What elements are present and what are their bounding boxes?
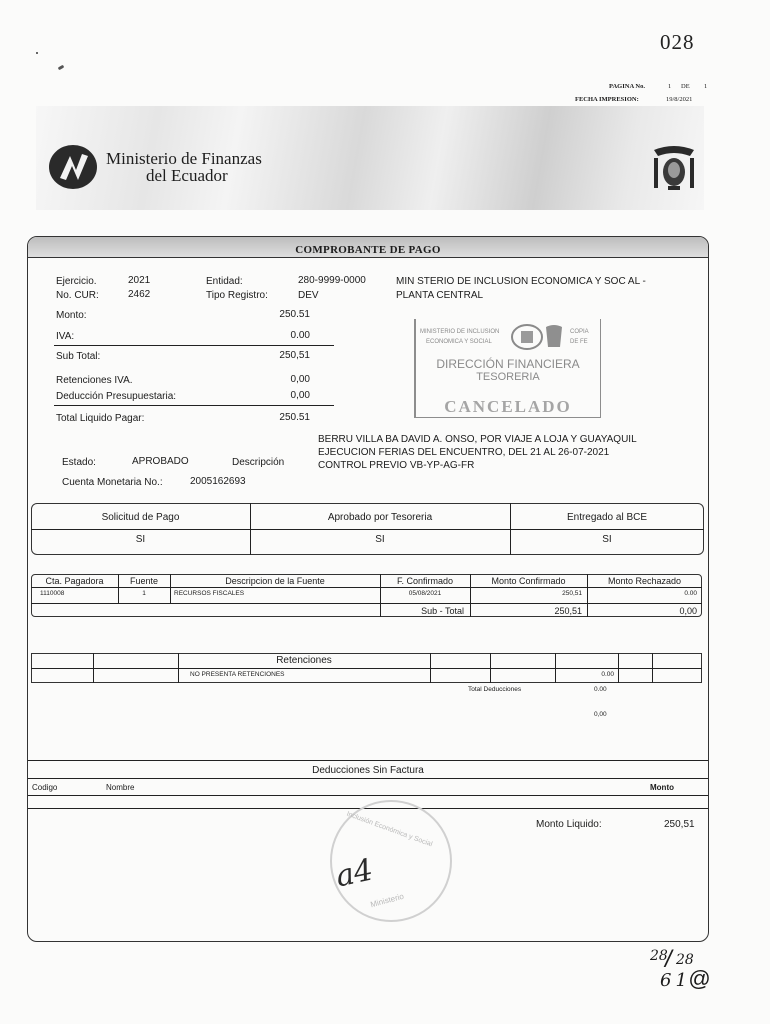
stamp-seal-icon xyxy=(510,323,544,356)
funding-subtotal-label: Sub - Total xyxy=(421,606,464,616)
monto-label: Monto: xyxy=(56,310,87,321)
stamp-line1: DIRECCIÓN FINANCIERA xyxy=(436,357,580,371)
funding-cell-fuente: 1 xyxy=(142,590,146,597)
deducciones-header-rule xyxy=(28,778,708,779)
ministry-name-line1: Ministerio de Finanzas xyxy=(106,149,262,168)
print-date-value: 19/8/2021 xyxy=(666,96,693,103)
descripcion-line2: EJECUCION FERIAS DEL ENCUENTRO, DEL 21 AL 26-07-2021 xyxy=(318,447,610,458)
monto-liquido-label: Monto Liquido: xyxy=(536,819,602,830)
page-label: PAGINA No. xyxy=(609,83,645,90)
funding-header-cta: Cta. Pagadora xyxy=(45,576,104,586)
retenciones-row-value: 0.00 xyxy=(601,671,614,678)
monto-liquido-value: 250,51 xyxy=(664,819,695,830)
page-of-label: DE xyxy=(681,83,690,90)
ejercicio-value: 2021 xyxy=(128,275,151,286)
retenciones-header: Retenciones xyxy=(276,655,332,666)
retenciones-col-divider xyxy=(555,653,556,683)
total-value: 250.51 xyxy=(279,412,310,423)
retenciones-col-divider xyxy=(93,653,94,683)
total-deducciones-value: 0.00 xyxy=(594,686,607,693)
subtotal-value: 250,51 xyxy=(279,350,310,361)
approval-value-solicitud: SI xyxy=(135,534,146,545)
iva-label: IVA: xyxy=(56,331,75,342)
approval-header-bce: Entregado al BCE xyxy=(566,512,648,523)
monto-value: 250.51 xyxy=(279,309,310,320)
handwritten-fraction-slash: / xyxy=(665,946,672,973)
deducciones-nombre-label: Nombre xyxy=(106,783,135,792)
funding-cell-monto-confirmado: 250,51 xyxy=(562,590,582,597)
entidad-value: 280-9999-0000 xyxy=(298,275,366,286)
ejercicio-label: Ejercicio. xyxy=(56,276,97,287)
descripcion-label: Descripción xyxy=(232,457,285,468)
subtotal-label: Sub Total: xyxy=(56,351,101,362)
inclusion-seal-text-bottom: Ministerio xyxy=(369,891,405,910)
page-value: 1 xyxy=(668,83,672,90)
funding-cell-monto-rechazado: 0.00 xyxy=(684,590,697,597)
descripcion-line1: BERRU VILLA BA DAVID A. ONSO, POR VIAJE A LOJA Y GUAYAQUIL xyxy=(318,434,637,445)
stamp-crest-icon xyxy=(544,323,564,356)
retenciones-col-divider xyxy=(430,653,431,683)
approval-divider xyxy=(31,529,704,530)
retenciones-row-text: NO PRESENTA RETENCIONES xyxy=(190,671,285,678)
retenciones-col-divider xyxy=(652,653,653,683)
estado-value: APROBADO xyxy=(132,456,189,467)
retenciones-iva-value: 0,00 xyxy=(290,374,310,385)
deduccion-label: Deducción Presupuestaria: xyxy=(56,391,177,402)
scan-speck xyxy=(58,65,65,71)
retenciones-extra-value: 0,00 xyxy=(594,711,607,718)
cur-label: No. CUR: xyxy=(56,290,99,301)
approval-header-tesoreria: Aprobado por Tesoreria xyxy=(327,512,433,523)
retenciones-col-divider xyxy=(618,653,619,683)
funding-row-rule xyxy=(31,603,702,604)
ministry-name-line2: del Ecuador xyxy=(146,166,228,185)
signature: a4 xyxy=(332,852,377,895)
estado-label: Estado: xyxy=(62,457,96,468)
funding-header-rule xyxy=(31,587,702,588)
entidad-name-line2: PLANTA CENTRAL xyxy=(396,290,484,301)
stamp-org-line1: MINISTERIO DE INCLUSION xyxy=(420,329,500,335)
voucher-title: COMPROBANTE DE PAGO xyxy=(295,244,441,256)
total-rule xyxy=(54,405,334,406)
handwritten-fraction-bottom: 28 xyxy=(676,952,694,968)
approval-header-solicitud: Solicitud de Pago xyxy=(101,512,180,523)
approval-col-divider xyxy=(510,503,511,555)
document-number: 028 xyxy=(660,30,695,54)
funding-header-fconfirmado: F. Confirmado xyxy=(396,576,454,586)
coat-of-arms xyxy=(650,142,698,197)
funding-header-descripcion: Descripcion de la Fuente xyxy=(225,576,325,586)
funding-subtotal-confirmado: 250,51 xyxy=(554,606,582,616)
inclusion-seal-text-top: Inclusión Económica y Social xyxy=(345,810,434,849)
print-date-label: FECHA IMPRESION: xyxy=(575,96,639,103)
deducciones-monto-label: Monto xyxy=(650,783,674,792)
handwritten-initials: 61 xyxy=(660,970,691,991)
stamp-org-line2: ECONOMICA Y SOCIAL xyxy=(426,339,492,345)
iva-value: 0.00 xyxy=(290,330,310,341)
retenciones-iva-label: Retenciones IVA. xyxy=(56,375,133,386)
tipo-registro-value: DEV xyxy=(298,290,319,301)
funding-cell-descripcion: RECURSOS FISCALES xyxy=(174,590,245,597)
tipo-registro-label: Tipo Registro: xyxy=(206,290,268,301)
stamp-line2: TESORERIA xyxy=(476,371,540,383)
funding-header-fuente: Fuente xyxy=(129,576,159,586)
descripcion-line3: CONTROL PREVIO VB-YP-AG-FR xyxy=(318,460,475,471)
funding-cell-cta: 1110008 xyxy=(40,590,65,597)
deducciones-top-rule xyxy=(28,760,708,761)
handwritten-at-icon: @ xyxy=(688,966,711,991)
retenciones-header-rule xyxy=(31,668,702,669)
cur-value: 2462 xyxy=(128,289,151,300)
funding-header-monto-confirmado: Monto Confirmado xyxy=(491,576,566,586)
subtotal-rule xyxy=(54,345,334,346)
deducciones-row-rule xyxy=(28,795,708,796)
page-of-value: 1 xyxy=(704,83,708,90)
stamp-side-line1: COPIA xyxy=(570,329,589,335)
total-label: Total Liquido Pagar: xyxy=(56,413,145,424)
approval-value-tesoreria: SI xyxy=(375,534,385,545)
funding-subtotal-rechazado: 0,00 xyxy=(679,606,697,616)
cancelado-stamp xyxy=(414,319,601,418)
total-deducciones-label: Total Deducciones xyxy=(468,686,522,693)
cuenta-value: 2005162693 xyxy=(190,476,246,487)
approval-value-bce: SI xyxy=(602,534,612,545)
cuenta-label: Cuenta Monetaria No.: xyxy=(62,477,163,488)
approval-col-divider xyxy=(250,503,251,555)
stamp-side-line2: DE FE xyxy=(570,339,588,345)
handwritten-fraction-top: 28 xyxy=(650,948,668,964)
deducciones-title: Deducciones Sin Factura xyxy=(312,765,424,776)
stamp-line3: CANCELADO xyxy=(444,397,572,416)
entidad-name-line1: MIN STERIO DE INCLUSION ECONOMICA Y SOC AL - xyxy=(396,276,646,287)
ministry-logo xyxy=(48,144,98,195)
entidad-label: Entidad: xyxy=(206,276,243,287)
funding-header-monto-rechazado: Monto Rechazado xyxy=(607,576,682,586)
scan-speck xyxy=(36,52,38,54)
retenciones-col-divider xyxy=(490,653,491,683)
deducciones-codigo-label: Codigo xyxy=(32,783,58,792)
funding-cell-fconfirmado: 05/08/2021 xyxy=(408,590,442,597)
deduccion-value: 0,00 xyxy=(290,390,310,401)
